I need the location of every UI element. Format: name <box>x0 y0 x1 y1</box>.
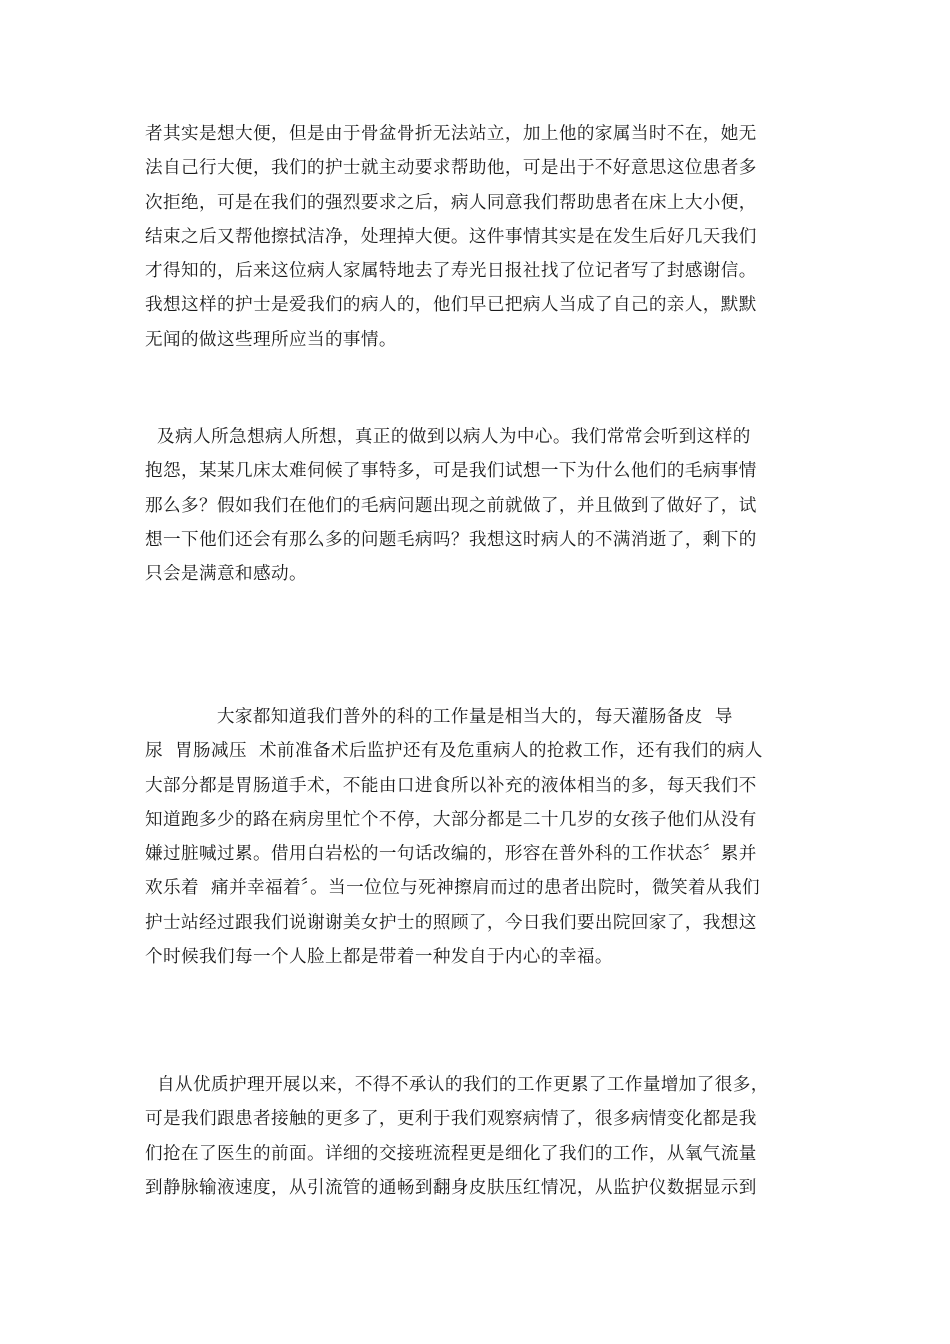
text-line: 无闻的做这些理所应当的事情。 <box>145 329 397 350</box>
text-line: 者其实是想大便，但是由于骨盆骨折无法站立，加上他的家属当时不在，她无 <box>145 124 757 144</box>
paragraph-1 <box>145 117 817 357</box>
text-line: 我想这样的护士是爱我们的病人的，他们早已把病人当成了自己的亲人，默默 <box>145 295 757 316</box>
text-line: 自从优质护理开展以来，不得不承认的我们的工作更累了工作量增加了很多， <box>145 1075 769 1095</box>
text-line: 结束之后又帮他擦拭洁净，处理掉大便。这件事情其实是在发生后好几天我们 <box>145 226 757 247</box>
text-line: 护士站经过跟我们说谢谢美女护士的照顾了，今日我们要出院回家了，我想这 <box>145 912 757 933</box>
text-line: 及病人所急想病人所想，真正的做到以病人为中心。我们常常会听到这样的 <box>145 427 751 447</box>
text-line: 大家都知道我们普外的科的工作量是相当大的，每天灌肠备皮 导 <box>145 707 733 727</box>
paragraph-4 <box>145 1068 817 1205</box>
text-line: 知道跑多少的路在病房里忙个不停，大部分都是二十几岁的女孩子他们从没有 <box>145 809 757 830</box>
paragraph-3 <box>145 700 817 974</box>
text-line: 尿 胃肠减压 术前准备术后监护还有及危重病人的抢救工作，还有我们的病人 <box>145 741 763 762</box>
text-line: 次拒绝，可是在我们的强烈要求之后，病人同意我们帮助患者在床上大小便， <box>145 192 757 213</box>
text-line: 只会是满意和感动。 <box>145 564 307 585</box>
text-line: 们抢在了医生的前面。详细的交接班流程更是细化了我们的工作，从氧气流量 <box>145 1143 757 1164</box>
text-line: 抱怨，某某几床太难伺候了事特多，可是我们试想一下为什么他们的毛病事情 <box>145 461 757 482</box>
paragraph-2 <box>145 420 817 591</box>
text-line: 想一下他们还会有那么多的问题毛病吗？我想这时病人的不满消逝了，剩下的 <box>145 529 757 550</box>
text-line: 嫌过脏喊过累。借用白岩松的一句话改编的，形容在普外科的工作状态〞累并 <box>145 844 757 865</box>
text-line: 法自己行大便，我们的护士就主动要求帮助他，可是出于不好意思这位患者多 <box>145 158 757 179</box>
text-line: 个时候我们每一个人脸上都是带着一种发自于内心的幸福。 <box>145 947 613 968</box>
text-line: 欢乐着 痛并幸福着〞。当一位位与死神擦肩而过的患者出院时，微笑着从我们 <box>145 878 760 899</box>
text-line: 到静脉输液速度，从引流管的通畅到翻身皮肤压红情况，从监护仪数据显示到 <box>145 1177 757 1198</box>
text-line: 可是我们跟患者接触的更多了，更利于我们观察病情了，很多病情变化都是我 <box>145 1109 757 1130</box>
text-line: 那么多？假如我们在他们的毛病问题出现之前就做了，并且做到了做好了，试 <box>145 495 757 516</box>
text-line: 才得知的，后来这位病人家属特地去了寿光日报社找了位记者写了封感谢信。 <box>145 261 757 282</box>
text-line: 大部分都是胃肠道手术，不能由口进食所以补充的液体相当的多，每天我们不 <box>145 775 757 796</box>
